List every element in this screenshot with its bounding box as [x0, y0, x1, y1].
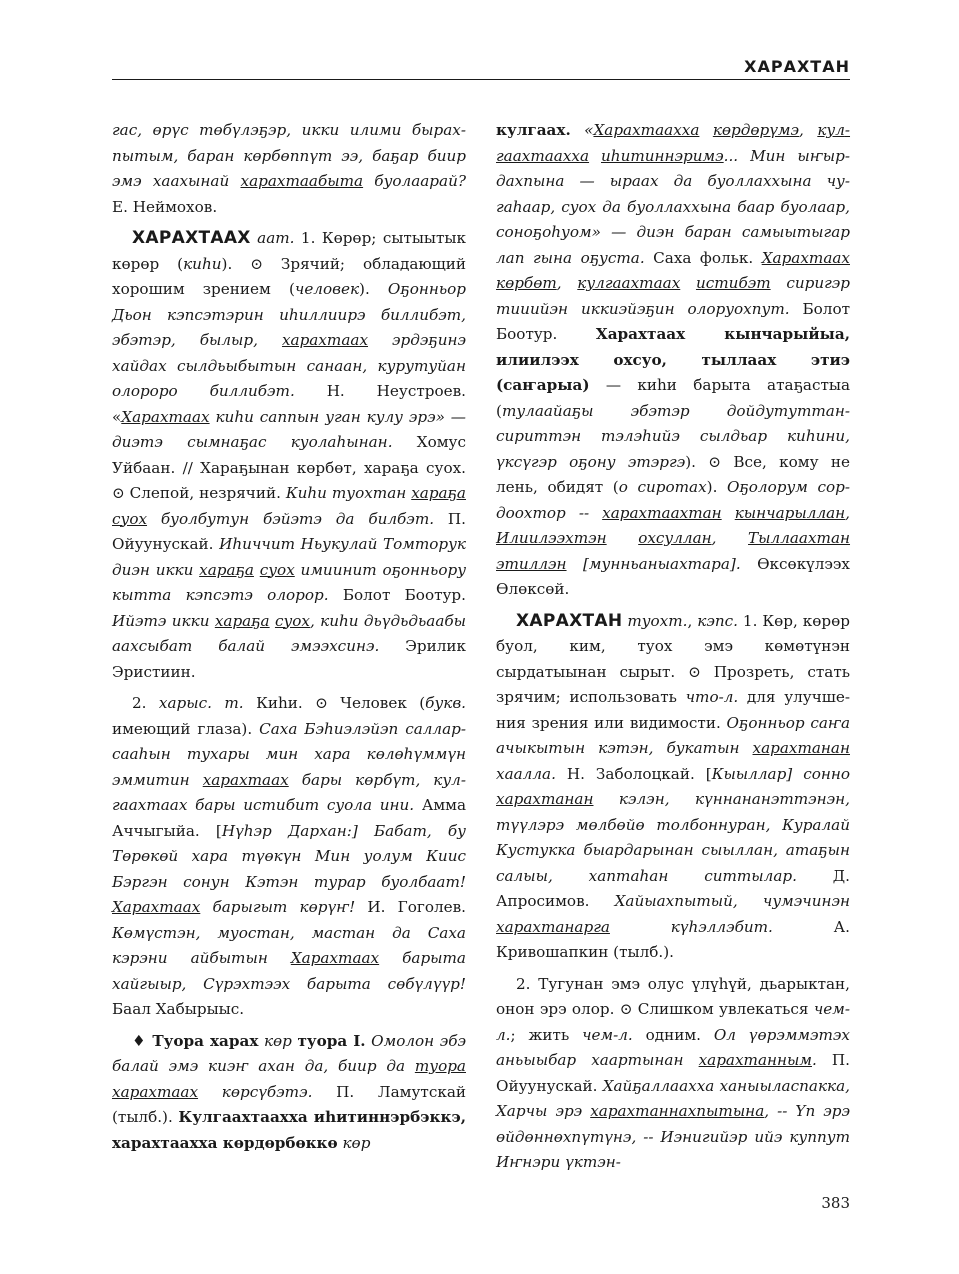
example-text: Хайҕаллаахха ханыыласпакка, Харчы эрэ	[496, 1076, 850, 1120]
definition: — киһи барыта атаҕастыа (	[496, 376, 850, 420]
example-text: киһи саппын уган кулу эрэ» — диэтэ сымнаҕас куолаһынан.	[112, 407, 466, 451]
citation-source: Өксөкүлээх Өлөксөй.	[496, 554, 850, 598]
headword-in-example: харахтанарга	[496, 917, 610, 936]
definition: 2. Тугунан эмэ олус үлүһүй, дьарыктан, онон эрэ олор. ⊙ Слишком увлекаться	[496, 974, 850, 1018]
example-text: сиригэр тииийэн иккиэйэҕин олоруохпут.	[496, 274, 851, 318]
usage-label: кэпс.	[697, 611, 738, 630]
example-text: Киһи туохтан	[285, 484, 412, 502]
gloss: о сиротах	[618, 478, 707, 496]
gloss: что-л.	[685, 688, 739, 706]
headword-in-example: истибэт	[695, 274, 771, 292]
punctuation: ).	[359, 280, 388, 298]
translation: ; жить	[510, 1025, 583, 1044]
citation-source: Баал Хабырыыс.	[112, 1000, 245, 1018]
citation-source: П. Ламутскай (тылб.).	[112, 1082, 466, 1126]
idiom-phrase: Харахтаах кынчарыйыа, илиилээх охсуо, тыллаах этиэ (саҥарыа)	[496, 325, 850, 394]
definition: 1. Көр, көрөр буол, ким, туох эмэ көмөтүнэн сырдатыынан сырыт. ⊙ Прозреть, стать зрячим; использовать	[496, 611, 850, 706]
example-text: эрдэҕинэ хайдах сылдьыбытын санаан, курутуйан олороро биллибэт.	[112, 331, 466, 400]
headword-in-example: Тыллаахтан этиллэн	[496, 529, 851, 573]
example-text: ,	[556, 274, 578, 292]
example-text: күһэллэбит.	[609, 917, 773, 936]
definition: 1. Көрөр; сытыытык көрөр (	[112, 229, 466, 273]
example-text: ... Мин ыҥырдахпына — ыраах да буоллаххына чугаһаар, суох да буоллаххына баар буолаар, соноҕоһуом» — диэн баран самыытыгар лап гына оҕуста.	[496, 146, 850, 267]
example-text: мунньаныахтара	[588, 554, 730, 573]
sense-2-paragraph	[496, 972, 850, 1176]
citation-source: Е. Неймохов.	[112, 197, 218, 216]
cross-reference-target: туора I.	[297, 1031, 366, 1050]
continued-paragraph	[112, 118, 466, 220]
example-text: Ол үөрэммэтэх аньыыбар хаартынан	[496, 1025, 850, 1069]
headword-in-example: харахтаабыта	[240, 172, 364, 190]
headword-in-example: суох	[112, 509, 148, 528]
headword-in-example: харахтаннахпытына	[590, 1102, 765, 1120]
example-text: барыта хайгыыр, Сүрэхтээх барыта сөбүлүүр!	[112, 949, 466, 993]
citation-source: Болот Боотур.	[328, 586, 466, 604]
headword-in-example: кулгаахтаах	[577, 274, 681, 292]
example-text: хаалла.	[496, 764, 556, 783]
headword-in-example: харахтаах	[281, 331, 369, 349]
header-rule	[112, 79, 850, 80]
headword-in-example: Харахтаах	[121, 407, 210, 426]
headword-in-example: харахтанан	[752, 739, 850, 757]
idiom-phrase: ♦ Туора харах	[132, 1031, 259, 1050]
example-text	[607, 529, 639, 547]
example-text: , -- Үп эрэ өйдөннөхпүтүнэ, -- Иэнигийэр ийэ куппут Иҥнэри үктэн-	[496, 1102, 850, 1171]
gloss: чем-л.	[496, 1000, 850, 1044]
example-text: [	[566, 554, 589, 573]
punctuation: ).	[706, 478, 728, 496]
usage-label: харыс. т.	[158, 694, 244, 712]
example-text: Саха Бэһиэлэйэп саллар-сааһын тухары мин хара көлөһүммүн эммитин	[112, 719, 466, 789]
cross-reference: көр	[337, 1133, 371, 1152]
gloss: тулаайаҕы эбэтэр дойдутуттансириттэн тэлэһийэ сылдьар киһини, үксүгэр оҕону этэргэ	[496, 401, 850, 471]
headword-in-example: харахтанным	[698, 1051, 812, 1069]
citation-source: А. Кривошапкин (тылб.).	[496, 917, 850, 961]
citation-source: Болот Боотур.	[496, 299, 850, 343]
example-text	[699, 121, 712, 139]
translation: для улучшения зрения или видимости.	[496, 688, 850, 732]
example-text: Оҕонньор Дьон кэпсэтэрин иһиллиирэ биллибэт, эбэтэр, былыр,	[112, 280, 466, 349]
citation-source: Эрилик Эристиин.	[112, 637, 466, 681]
headword-in-example: Харахтаах	[290, 949, 380, 967]
example-text: ,	[711, 529, 749, 547]
translation: ). ⊙ Все, кому не лень, обидят (	[496, 452, 850, 496]
part-of-speech: туохт.	[622, 611, 688, 630]
punctuation: ,	[687, 611, 698, 630]
headword-in-example: харахтаах	[112, 1082, 199, 1101]
example-text: , киһи дьүдьдьаабы аахсыбат балай эмээхсинэ.	[112, 611, 467, 655]
citation-source: П. Ойуунускай.	[112, 509, 466, 553]
headword-in-example: суох	[259, 560, 295, 579]
dictionary-entry-kharakhtan	[496, 609, 850, 966]
gloss: букв.	[425, 694, 466, 712]
definition: Киһи. ⊙ Человек (	[243, 694, 426, 712]
headword-in-example: суох	[274, 611, 310, 630]
citation-source: Саха фольк.	[644, 248, 762, 267]
example-text: ,	[799, 121, 818, 139]
example-text: Нүһэр Дархан:] Бабат, бу Төрөкөй хара түөкүн Мин уолум Киис Бэргэн сонун Кэтэн турар буолбаат!	[112, 821, 466, 891]
idiom-phrase: Кулгаахтаахха иһитиннэрбэккэ, харахтаахха көрдөрбөккө	[112, 1108, 466, 1152]
example-text: ,	[845, 503, 850, 522]
example-text: буолбутун бэйэтэ да билбэт.	[147, 509, 435, 528]
headword-in-example: Харахтаахха	[593, 121, 700, 139]
headword: ХАРАХТААХ	[132, 228, 251, 248]
translation: ). ⊙ Зрячий; обладающий хорошим зрением (	[112, 254, 466, 298]
example-text: Кыыллар] сонно	[711, 764, 850, 783]
cross-reference-target: кулгаах.	[496, 121, 571, 139]
example-text	[722, 504, 735, 522]
example-text: «	[570, 121, 594, 139]
example-text: Омолон эбэ балай эмэ киэҥ ахан да, биир да	[112, 1031, 467, 1075]
example-text: Оҕолорум сордоохтор --	[496, 478, 850, 522]
part-of-speech: аат.	[250, 229, 295, 247]
citation-source: П. Ойуунускай.	[496, 1051, 851, 1095]
citation-source: Амма Аччыгыйа. [	[112, 796, 467, 840]
example-text: бары көрбүт, кулгаахтаах бары истибит суола ини.	[112, 770, 466, 814]
gloss: человек	[294, 280, 360, 298]
citation-source: Хомус Уйбаан. // Хараҕынан көрбөт, хараҕа суох. ⊙ Слепой, незрячий.	[112, 433, 466, 502]
example-text: Көмүстэн, муостан, мастан да Саха кэрэни айбытын	[112, 923, 466, 967]
example-text	[680, 274, 696, 292]
example-text: ].	[729, 554, 741, 573]
sense-number: 2.	[132, 694, 159, 712]
headword-in-example: иһитиннэримэ	[601, 146, 724, 165]
gloss: киһи	[183, 254, 222, 273]
example-text: гас, өрүс төбүлэҕэр, икки илими бырахпытым, баран көрбөппүт ээ, баҕар биир эмэ хаахынай	[112, 121, 466, 190]
headword-in-example: харахтанан	[496, 790, 594, 808]
citation-source: Н. Неустроев. «	[112, 382, 466, 426]
translation: одним.	[632, 1025, 714, 1044]
headword-in-example: хараҕа	[214, 611, 270, 630]
example-text: имиинит оҕонньору кытта кэпсэтэ олорор.	[112, 560, 466, 604]
headword-in-example: туора	[414, 1057, 466, 1075]
example-text: .	[811, 1051, 817, 1069]
headword-in-example: хараҕа	[411, 484, 466, 502]
headword-in-example: харахтаах	[202, 770, 289, 789]
gloss: чем-л.	[582, 1025, 633, 1044]
running-head: ХАРАХТАН	[744, 57, 850, 76]
dictionary-entry-kharakhtaakh	[112, 226, 466, 685]
example-text: Ийэтэ икки	[112, 611, 215, 630]
right-column	[496, 118, 850, 1182]
headword-in-example: Харахтаах	[761, 248, 850, 267]
example-text	[589, 147, 601, 165]
example-text: Хайыахпытый, чумэчинэн	[614, 892, 850, 910]
example-text: Оҕонньор саҥа ачыкытын кэтэн, букатын	[496, 713, 850, 757]
citation-source: И. Гоголев.	[355, 898, 466, 916]
continued-paragraph	[496, 118, 850, 603]
headword-in-example: көрбөт	[496, 274, 557, 292]
example-text: Иһиччит Ньукулай Томторук диэн икки	[112, 535, 466, 579]
headword-in-example: кулгаахтаахха	[496, 121, 851, 165]
headword-in-example: Илиилээхтэн	[496, 529, 607, 547]
cross-reference: көр	[258, 1031, 298, 1050]
headword-in-example: Харахтаах	[112, 898, 201, 916]
headword-in-example: кынчарыллан	[734, 503, 846, 522]
example-text: барыгыт көрүҥ!	[200, 898, 356, 916]
translation: имеющий глаза).	[112, 719, 260, 738]
headword: ХАРАХТАН	[516, 610, 623, 631]
left-column	[112, 118, 466, 1162]
headword-in-example: хараҕа	[199, 560, 254, 579]
sense-2-paragraph	[112, 691, 466, 1023]
citation-source: Д. Апросимов.	[496, 866, 850, 910]
page-number: 383	[821, 1194, 850, 1212]
headword-in-example: көрдөрүмэ	[712, 121, 800, 139]
example-text: буолаарай?	[363, 172, 466, 190]
headword-in-example: охсуллан	[638, 529, 712, 547]
headword-in-example: харахтаахтан	[602, 503, 722, 522]
example-text: көрсүбэтэ.	[198, 1082, 313, 1101]
citation-source: Н. Заболоцкай. [	[555, 764, 712, 783]
idiom-paragraph	[112, 1029, 466, 1157]
example-text: кэлэн, күннананэттэнэн, түүлэрэ мөлбөйө толбоннуран, Куралай Кустукка быардарынан сыыллан, атаҕын салыы, хаптаһан ситтылар.	[496, 790, 850, 885]
